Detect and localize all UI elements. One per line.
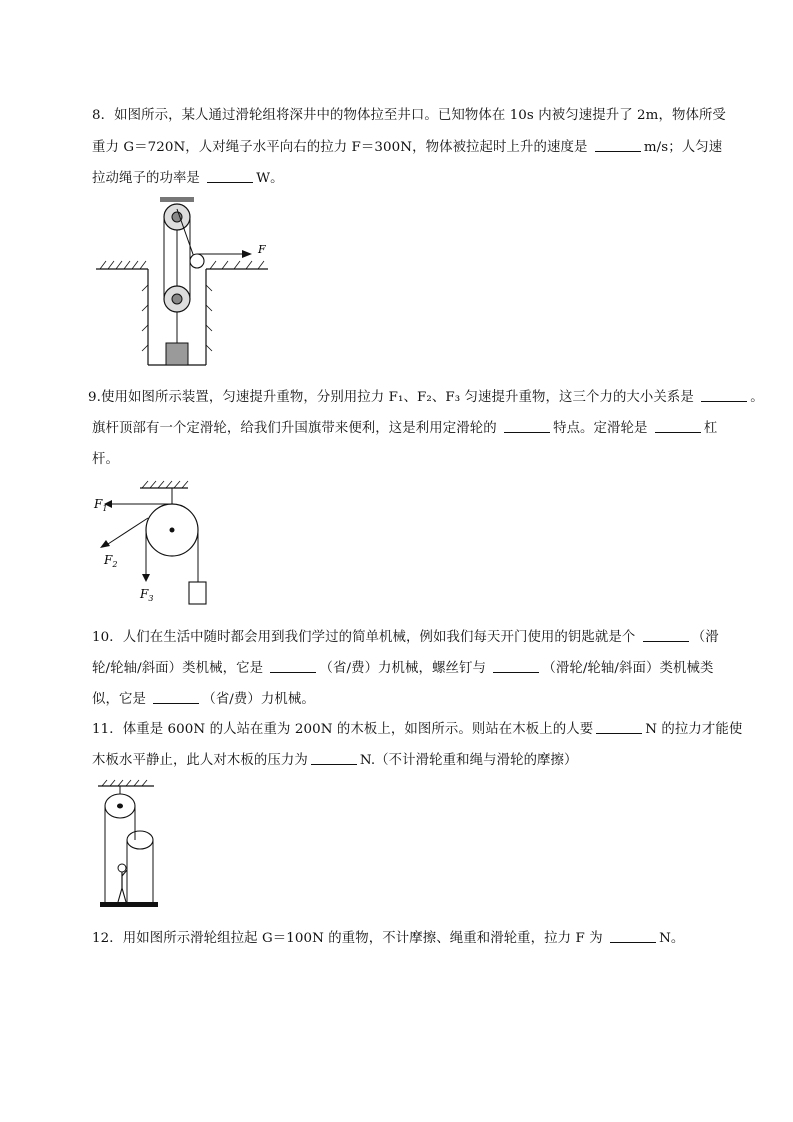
- q8-line-1: 8．如图所示，某人通过滑轮组将深井中的物体拉至井口。已知物体在 10s 内被匀速提升了 2m，物体所受: [92, 108, 726, 123]
- q11-line-1: 11．体重是 600N 的人站在重为 200N 的木板上，如图所示。则站在木板上的人要 N 的拉力才能使: [92, 722, 743, 737]
- q8-well-pulley-figure: [92, 195, 282, 370]
- q9-blank-feature[interactable]: [504, 420, 550, 433]
- q11-blank-pull[interactable]: [596, 721, 642, 734]
- q9-label-f2: $F_2$: [104, 553, 118, 569]
- q9-line-3: 杆。: [92, 452, 119, 467]
- q8-force-label: F: [258, 243, 266, 256]
- q12-line-1: 12．用如图所示滑轮组拉起 G＝100N 的重物，不计摩擦、绳重和滑轮重，拉力 F 为 N。: [92, 931, 685, 946]
- q8-line-3: 拉动绳子的功率是 W。: [92, 171, 284, 186]
- q10-blank-screw[interactable]: [493, 660, 539, 673]
- q9-label-f1: $F_1$: [94, 497, 108, 513]
- q10-blank-key-force[interactable]: [270, 660, 316, 673]
- q9-blank-relation[interactable]: [701, 389, 747, 402]
- q8-line-2: 重力 G＝720N，人对绳子水平向右的拉力 F＝300N，物体被拉起时上升的速度是 m/s；人匀速: [92, 140, 723, 155]
- q9-line-1: 9.使用如图所示装置，匀速提升重物，分别用拉力 F₁、F₂、F₃ 匀速提升重物，这三个力的大小关系是 。: [88, 390, 764, 405]
- q9-fixed-pulley-figure: [92, 478, 232, 608]
- q10-blank-screw-force[interactable]: [153, 691, 199, 704]
- q9-label-f3: $F_3$: [140, 587, 154, 603]
- q11-person-board-figure: [92, 778, 162, 914]
- q10-line-3: 似，它是 （省/费）力机械。: [92, 692, 315, 707]
- q9-blank-lever[interactable]: [655, 420, 701, 433]
- q12-blank-force[interactable]: [610, 930, 656, 943]
- q9-line-2: 旗杆顶部有一个定滑轮，给我们升国旗带来便利，这是利用定滑轮的 特点。定滑轮是 杠: [92, 421, 718, 436]
- q8-blank-speed[interactable]: [595, 139, 641, 152]
- q10-line-1: 10．人们在生活中随时都会用到我们学过的简单机械，例如我们每天开门使用的钥匙就是个 （滑: [92, 630, 719, 645]
- q10-blank-key[interactable]: [643, 629, 689, 642]
- q10-line-2: 轮/轮轴/斜面）类机械，它是 （省/费）力机械，螺丝钉与 （滑轮/轮轴/斜面）类机械类: [92, 661, 714, 676]
- q11-line-2: 木板水平静止，此人对木板的压力为 N.（不计滑轮重和绳与滑轮的摩擦）: [92, 753, 578, 768]
- q11-blank-pressure[interactable]: [311, 752, 357, 765]
- q8-blank-power[interactable]: [207, 170, 253, 183]
